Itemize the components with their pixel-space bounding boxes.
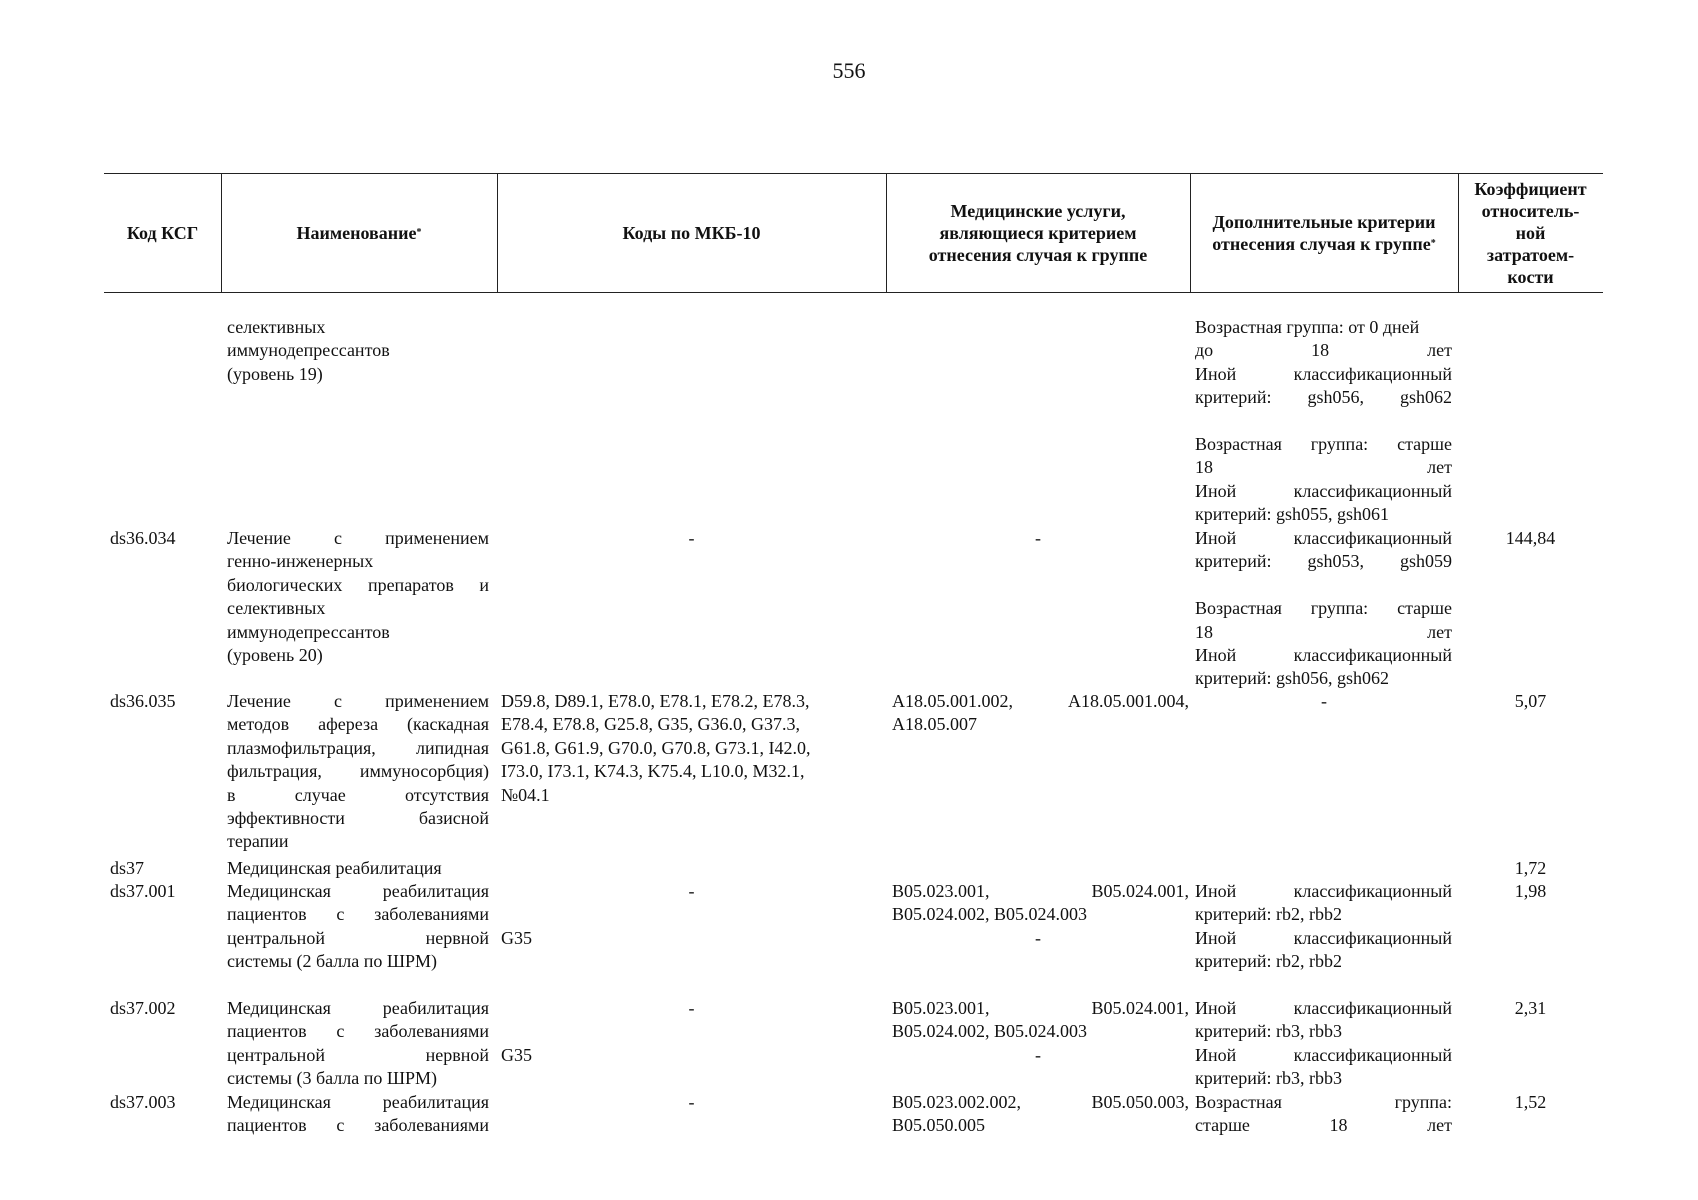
row-name: селективных [227,598,326,619]
row-name: пациентов с заболеваниями [227,1021,490,1042]
row-criteria: Иной классификационный [1195,363,1452,384]
header-coefficient: Коэффициент относитель- ной затратоем- кости [1474,179,1587,287]
row-services: B05.023.002.002, B05.050.003, [892,1092,1189,1112]
row-services: B05.024.002, B05.024.003 [892,904,1088,925]
row-services: - [1035,528,1041,548]
row-code: ds36.034 [110,528,176,548]
row-name: эффективности базисной [227,808,489,828]
row-icd: G35 [501,1044,532,1065]
row-criteria: Иной классификационный [1195,998,1452,1018]
row-name: в случае отсутствия [227,784,489,805]
table-header [104,173,1603,293]
row-name: селективных [227,317,326,337]
row-criteria: критерий: gsh055, gsh061 [1195,504,1390,525]
row-criteria: 18 лет [1195,457,1452,478]
row-criteria: Иной классификационный [1195,645,1452,665]
row-criteria: критерий: gsh056, gsh062 [1195,668,1390,689]
row-name: биологических препаратов и [227,574,489,595]
row-services: B05.050.005 [892,1115,986,1136]
row-icd: E78.4, E78.8, G25.8, G35, G36.0, G37.3, [501,714,800,735]
row-code: ds36.035 [110,691,176,711]
row-name: центральной нервной [227,1044,489,1065]
page-number: 556 [832,58,866,83]
row-coefficient: 5,07 [1514,691,1547,711]
row-services: B05.023.001, B05.024.001, [892,881,1189,901]
row-name: пациентов с заболеваниями [227,904,490,925]
row-icd: G61.8, G61.9, G70.0, G70.8, G73.1, I42.0, [501,737,811,758]
row-name: иммунодепрессантов [227,340,390,361]
row-name: пациентов с заболеваниями [227,1115,490,1136]
row-name: центральной нервной [227,927,489,948]
row-icd: - [688,998,695,1018]
row-criteria: критерий: rb3, rbb3 [1195,1068,1342,1089]
row-coefficient: 144,84 [1505,528,1556,548]
row-criteria: - [1321,691,1327,711]
row-name: системы (3 балла по ШРМ) [227,1068,438,1089]
row-name: Медицинская реабилитация [227,858,442,878]
row-code: ds37.001 [110,881,176,901]
row-name: Медицинская реабилитация [227,998,489,1018]
row-code: ds37.002 [110,998,176,1018]
row-criteria: Иной классификационный [1195,528,1452,548]
row-services: - [1035,1044,1041,1065]
header-name: Наименование * [296,223,422,243]
row-icd: - [688,528,695,548]
row-code: ds37.003 [110,1092,176,1112]
row-criteria: Иной классификационный [1195,881,1452,901]
row-name: терапии [227,831,289,852]
row-criteria: Иной классификационный [1195,927,1452,948]
row-name: методов афереза (каскадная [227,714,490,735]
row-coefficient: 1,72 [1514,858,1547,878]
row-icd: G35 [501,927,532,948]
row-criteria: Возрастная группа: от 0 дней [1195,317,1420,337]
row-criteria: до 18 лет [1195,340,1453,361]
row-coefficient: 1,52 [1514,1092,1547,1112]
row-icd: - [688,1092,695,1112]
row-icd: №04.1 [501,784,550,805]
row-criteria: Иной классификационный [1195,480,1452,501]
row-icd: - [688,881,695,901]
row-code: ds37 [110,858,145,878]
row-icd: D59.8, D89.1, E78.0, E78.1, E78.2, E78.3, [501,691,810,711]
row-criteria: старше 18 лет [1195,1115,1453,1136]
row-icd: I73.0, I73.1, K74.3, K75.4, L10.0, M32.1, [501,761,805,782]
row-criteria: критерий: rb2, rbb2 [1195,951,1342,972]
row-criteria: Возрастная группа: старше [1195,598,1453,619]
row-criteria: критерий: rb3, rbb3 [1195,1021,1342,1042]
row-name: (уровень 20) [227,645,323,665]
header-icd: Коды по МКБ-10 [622,223,761,243]
row-services: - [1035,927,1041,948]
row-name: плазмофильтрация, липидная [227,737,489,758]
row-criteria: 18 лет [1195,621,1452,642]
header-services: Медицинские услуги, являющиеся критерием отнесения случая к группе [928,201,1148,265]
row-name: Лечение с применением [227,528,490,548]
row-criteria: Иной классификационный [1195,1044,1452,1065]
row-coefficient: 2,31 [1514,998,1547,1018]
row-criteria: критерий: gsh053, gsh059 [1195,551,1452,572]
row-coefficient: 1,98 [1514,881,1547,901]
row-name: иммунодепрессантов [227,621,390,642]
header-criteria: Дополнительные критерии отнесения случая к группе* [1212,212,1436,254]
row-name: генно-инженерных [227,551,374,572]
row-services: A18.05.001.002, A18.05.001.004, [892,691,1189,711]
row-criteria: Возрастная группа: старше [1195,434,1453,454]
row-services: B05.024.002, B05.024.003 [892,1021,1088,1042]
row-criteria: критерий: gsh056, gsh062 [1195,387,1452,408]
row-name: Медицинская реабилитация [227,1092,489,1112]
row-name: системы (2 балла по ШРМ) [227,951,438,972]
row-name: Лечение с применением [227,691,490,711]
row-services: B05.023.001, B05.024.001, [892,998,1189,1018]
row-name: Медицинская реабилитация [227,881,489,901]
row-criteria: критерий: rb2, rbb2 [1195,904,1342,925]
row-services: A18.05.007 [892,714,977,735]
header-code: Код КСГ [126,223,199,243]
row-criteria: Возрастная группа: [1195,1092,1452,1112]
row-name: (уровень 19) [227,363,323,384]
row-name: фильтрация, иммуносорбция) [227,761,489,782]
